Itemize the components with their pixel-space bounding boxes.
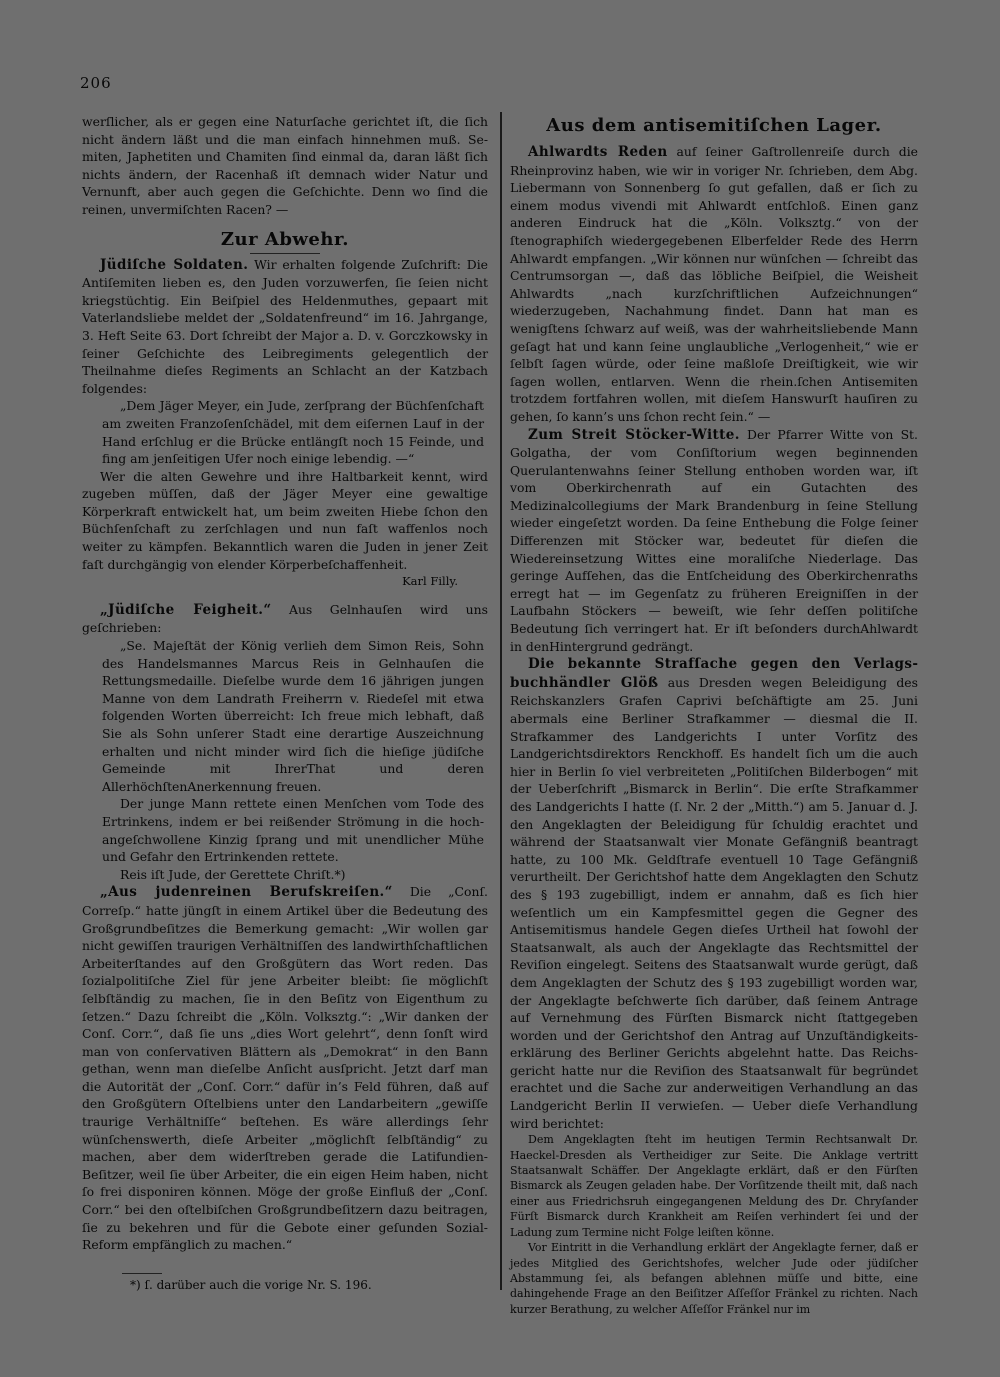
paragraph: Aus Gelnhauſen wird uns geſchrieben: xyxy=(82,601,488,636)
article-judische-soldaten xyxy=(82,256,488,398)
article-judische-feigheit xyxy=(82,601,488,637)
left-column xyxy=(82,113,488,1254)
paragraph: Der junge Mann rettete einen Menſchen vom Tode des Ertrinkens, indem er bei reißender Strömung in die hochangeſchwollene Kinzig ſprang und mit unendlicher Mühe und Gefahr den Ertrinkenden rettete. xyxy=(102,796,484,865)
footnote-rule xyxy=(122,1273,162,1274)
quote: „Se. Majeſtät der König verlieh dem Simon Reis, Sohn des Handelsmannes Marcus Reis in Gelnhauſen die Rettungsmedaille. Dieſelbe wurde dem 16 jährigen jungen Manne von dem Landrath Freiherrn v. Riedeſel mit etwa folgenden Worten überreicht: Ich freue mich lebhaft, daß Sie als Sohn unſerer Stadt eine derartige Auszeichnung erhalten und nicht minder wird ſich die hieſige jüdiſche Gemeinde mit IhrerThat und deren AllerhöchſtenAnerkennung freuen. xyxy=(102,638,484,794)
report-paragraph: Dem Angeklagten ſteht im heutigen Termin Rechtsanwalt Dr. Haeckel-Dresden als Vertheidiger zur Seite. Die Anklage vertritt Staatsanwalt Schäffer. Der Angeklagte erklärt, daß er den Fürſten Bismarck als Zeugen geladen habe. Der Vorſitzende theilt mit, daß nach einer aus Friedrichsruh eingegangenen Meldung des Dr. Chryſander Fürſt Bismarck durch Krankheit am Reiſen verhindert ſei und der Ladung zum Termine nicht Folge leiſten könne. xyxy=(510,1133,918,1239)
quote: „Dem Jäger Meyer, ein Jude, zerſprang der Büchſenſchaft am zweiten Franzoſenſchädel, mit dem eiſernen Lauf in der Hand erſchlug er die Brücke entlängſt noch 15 Feinde, und fing am jenſeitigen Ufer noch einige lebendig. —“ xyxy=(102,398,484,467)
footnote: *) ſ. darüber auch die vorige Nr. S. 196. xyxy=(130,1278,372,1292)
paragraph: auf ſeiner Gaſtrollenreiſe durch die Rheinprovinz haben, wie wir in voriger Nr. ſchrieben, dem Abg. Liebermann von Sonnenberg ſo gut gefallen, daß er ſich zu einem modus vivendi mit Ahlwardt entſchloß. Einen ganz anderen Eindruck hat die „Köln. Volksztg.“ von der ſtenographiſch wiedergegebenen Elberfelder Rede des Herrn Ahlwardt empfangen. „Wir können nur wünſchen — ſchreibt das Centrumsorgan —, daß das löbliche Beiſpiel, die Weisheit Ahlwardts „nach kurzſchriftlichen Aufzeichnungen“ wiederzugeben, Nachahmung findet. Dann hat man es wenigſtens ſchwarz auf weiß, was der wahrheitsliebende Mann geſagt hat und kann ſeine unglaubliche „Verlogenheit,“ wie er ſelbſt ſagen würde, oder ſeine maßloſe Dreiſtigkeit, wie wir ſagen wollen, entlarven. Wenn die rhein.ſchen Antisemiten trotzdem fortfahren wollen, mit dieſem Hanswurſt hauſiren zu gehen, ſo kann’s uns ſchon recht ſein.“ — xyxy=(510,144,918,424)
section-title: Zur Abwehr. xyxy=(220,228,350,250)
title-underline xyxy=(250,253,320,254)
article-streit-stoecker-witte xyxy=(510,426,918,656)
article-heading: Jüdiſche Soldaten. xyxy=(100,256,249,273)
paragraph: Die „Conſ. Correſp.“ hatte jüngſt in einem Artikel über die Bedeutung des Großgrundbeſitzes die Bemerkung gemacht: „Wir wollen gar nicht gewiſſen traurigen Verhältniſſen des landwirthſchaftlichen Arbeiterſtandes auf den Großgütern das Wort reden. Das ſozialpolitiſche Ziel für jene Arbeiter bleibt: ſie möglichſt ſelbſtändig zu machen, ſie in den Beſitz von Eigenthum zu ſetzen.“ Dazu ſchreibt die „Köln. Volksztg.“: „Wir danken der Conſ. Corr.“, daß ſie uns „dies Wort gelehrt“, denn ſonſt wird man von conſervativen Blättern als „Demokrat“ in den Bann gethan, wenn man dieſelbe Anſicht ausſpricht. Jetzt darf man die Autorität der „Conſ. Corr.“ dafür in’s Feld führen, daß auf den Großgütern Oſtelbiens unter den Landarbeitern „gewiſſe traurige Verhältniſſe“ beſtehen. Es wäre allerdings ſehr wünſchenswerth, dieſe Arbeiter „möglichſt ſelbſtändig“ zu machen, aber dem widerſtreben gerade die Latifundien-Beſitzer, weil ſie über Arbeiter, die ein eigen Heim haben, nicht ſo frei disponiren können. Möge der große Einfluß der „Conſ. Corr.“ bei den oſtelbiſchen Großgrundbeſitzern dazu beitragen, ſie zu bekehren und für die Gebote einer geſunden Sozial-Reform empfänglich zu machen.“ xyxy=(82,884,488,1253)
page-number: 206 xyxy=(80,74,112,92)
article-judenreine-berufskreise xyxy=(82,883,488,1253)
article-heading: Die bekannte Strafſache gegen den Verlagsbuchhändler Glöß xyxy=(510,656,918,691)
section-title: Aus dem antisemitiſchen Lager. xyxy=(546,115,882,136)
article-heading: Zum Streit Stöcker-Witte. xyxy=(528,426,740,443)
paragraph: werſlicher, als er gegen eine Naturſache gerichtet iſt, die ſich nicht ändern läßt und die man einfach hinnehmen muß. Semiten, Japhetiten und Chamiten ſind einmal da, daran läßt ſich nichts ändern, der Racenhaß iſt demnach wider Natur und Vernunft, aber auch gegen die Geſchichte. Denn wo ſind die reinen, unvermiſchten Racen? — xyxy=(82,114,488,217)
right-column xyxy=(510,113,918,1317)
article-strafsache-gloess xyxy=(510,655,918,1132)
column-rule xyxy=(500,112,502,1290)
paragraph: Der Pfarrer Witte von St. Golgatha, der vom Conſiſtorium wegen beginnenden Querulantenwahns ſeiner Stellung enthoben worden war, iſt vom Oberkirchenrath auf ein Gutachten des Medizinalcollegiums der Mark Brandenburg in ſeine Stellung wieder eingeſetzt worden. Da ſeine Enthebung die Folge ſeiner Differenzen mit Stöcker war, bedeutet für dieſen die Wiedereinsetzung Wittes eine moraliſche Niederlage. Das geringe Aufſehen, das die Entſcheidung des Oberkirchenraths erregt hat — im Gegenſatz zu früheren Ereigniſſen in der Laufbahn Stöckers — beweiſt, wie ſehr deſſen politiſche Bedeutung ſich verringert hat. Er iſt beſonders durchAhlwardt in denHintergrund gedrängt. xyxy=(510,426,918,654)
paragraph: Wir erhalten folgende Zuſchrift: Die Antіſemiten lieben es, den Juden vorzuwerfen, ſie ſeien nicht kriegstüchtig. Ein Beiſpiel des Heldenmuthes, gepaart mit Vaterlandsliebe meldet der „Soldatenfreund“ im 16. Jahrgange, 3. Heft Seite 63. Dort ſchreibt der Major a. D. v. Gorczkowsky in ſeiner Geſchichte des Leibregiments gelegentlich der Theilnahme dieſes Regiments an Schlacht an der Katzbach folgendes: xyxy=(82,256,488,396)
paragraph: Reis iſt Jude, der Gerettete Chriſt.*) xyxy=(120,866,346,882)
article-ahlwardts-reden xyxy=(510,143,918,426)
report-paragraph: Vor Eintritt in die Verhandlung erklärt der Angeklagte ferner, daß er jedes Mitglied des Gerichtshofes, welcher Jude oder jüdiſcher Abstammung ſei, als befangen ablehnen müſſe und bitte, eine dahingehende Frage an den Beiſitzer Aſſeſſor Fränkel zu richten. Nach kurzer Berathung, zu welcher Aſſeſſor Fränkel nur im xyxy=(510,1241,918,1316)
article-heading: „Aus judenreinen Berufskreiſen.“ xyxy=(100,884,393,901)
article-heading: „Jüdiſche Feigheit.“ xyxy=(100,601,272,618)
paragraph: Wer die alten Gewehre und ihre Haltbarkeit kennt, wird zugeben müſſen, daß der Jäger Meyer eine gewaltige Körperkraft entwickelt hat, um beim zweiten Hiebe ſchon den Büchſenſchaft zu zerſchlagen und nun faſt waffenlos noch weiter zu kämpfen. Bekanntlich waren die Juden in jener Zeit faſt durchgängig von elender Körperbeſchaffenheit. xyxy=(82,468,488,572)
paragraph: aus Dresden wegen Beleidigung des Reichskanzlers Grafen Caprivi beſchäftigte am 25. Juni abermals eine Berliner Strafkammer — diesmal die II. Strafkammer des Landgerichts I unter Vorſitz des Landgerichtsdirektors Renckhoff. Es handelt ſich um die auch hier in Berlin ſo viel verbreiteten „Politiſchen Bilderbogen“ mit der Ueberſchrift „Bismarck in Berlin“. Die erſte Strafkammer des Landgerichts I hatte (ſ. Nr. 2 der „Mitth.“) am 5. Januar d. J. den Angeklagten der Beleidigung für ſchuldig erachtet und während der Staatsanwalt vier Monate Gefängniß beantragt hatte, zu 100 Mk. Geldſtrafe eventuell 10 Tage Gefängniß verurtheilt. Der Gerichtshof hatte dem Angeklagten den Schutz des § 193 zugebilligt, indem er annahm, daß es ſich hier weſentlich um ein Kampfesmittel gegen die Gegner des Antisemitismus handele Gegen dieſes Urtheil hat ſowohl der Staatsanwalt, als auch der Angeklagte das Rechtsmittel der Reviſion eingelegt. Seitens des Staatsanwalt wurde gerügt, daß dem Angeklagten der Schutz des § 193 zugebilligt worden war, der Angeklagte beſchwerte ſich darüber, daß ſeinem Antrage auf Vernehmung des Fürſten Bismarck nicht ſtattgegeben worden und der Gerichtshof den Antrag auf Unzuſtändigkeitserklärung des Berliner Gerichts abgelehnt hatte. Das Reichsgericht hatte nur die Reviſion des Staatsanwalt für begründet erachtet und die Sache zur anderweitigen Verhandlung an das Landgericht Berlin II verwieſen. — Ueber dieſe Verhandlung wird berichtet: xyxy=(510,674,918,1131)
signature: Karl Filly. xyxy=(402,574,458,589)
article-heading: Ahlwardts Reden xyxy=(528,144,668,160)
